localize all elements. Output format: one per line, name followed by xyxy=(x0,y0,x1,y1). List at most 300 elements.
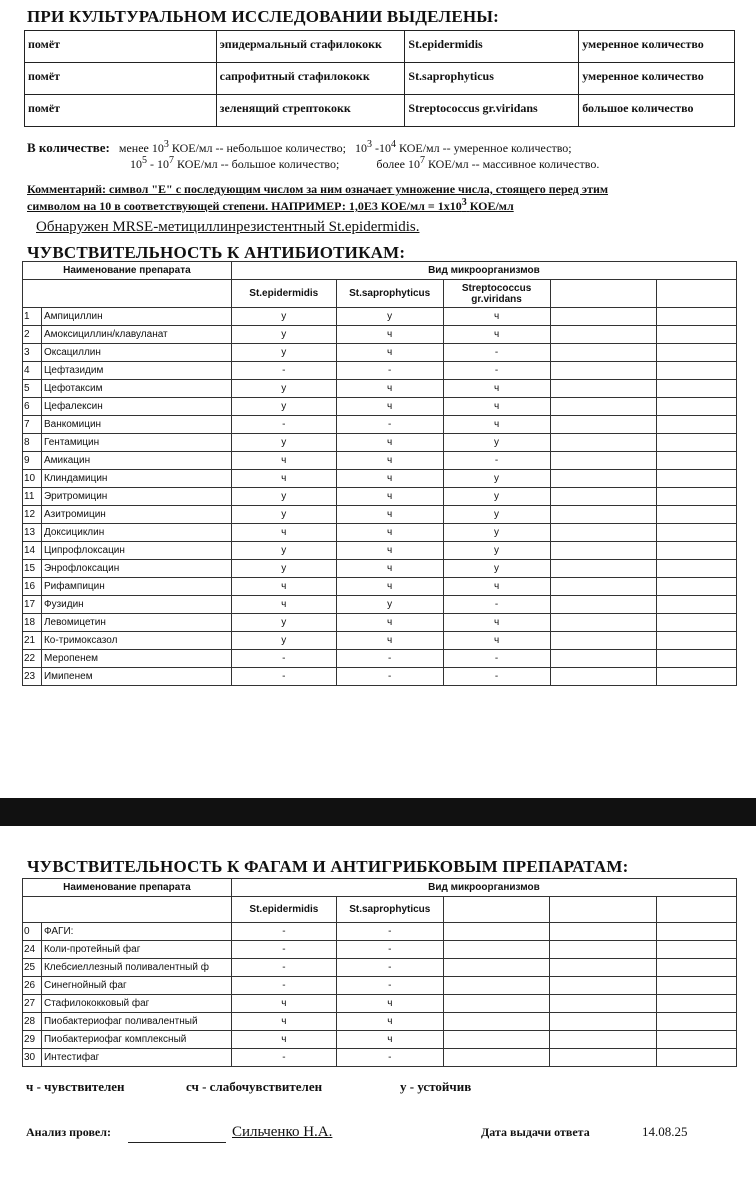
sensitivity-value: ч xyxy=(336,524,443,542)
material-cell: помёт xyxy=(25,31,217,63)
empty-cell xyxy=(550,668,657,686)
empty-cell xyxy=(657,470,737,488)
sensitivity-value: ч xyxy=(336,344,443,362)
row-number: 1 xyxy=(23,308,42,326)
sensitivity-value: ч xyxy=(336,488,443,506)
qty-text: КОЕ/мл -- большое количество; xyxy=(177,157,340,171)
sensitivity-value: ч xyxy=(336,560,443,578)
qty-exp: 4 xyxy=(391,139,396,150)
empty-header-cell xyxy=(550,280,657,308)
empty-cell xyxy=(657,488,737,506)
header-row xyxy=(23,262,737,280)
table-row xyxy=(23,434,737,452)
empty-cell xyxy=(550,308,657,326)
drug-name: Левомицетин xyxy=(41,614,231,632)
culture-title: ПРИ КУЛЬТУРАЛЬНОМ ИССЛЕДОВАНИИ ВЫДЕЛЕНЫ: xyxy=(27,7,500,26)
organism-header: Streptococcus gr.viridans xyxy=(443,280,550,308)
comment-line-2 xyxy=(27,196,749,213)
sensitivity-value: ч xyxy=(336,632,443,650)
table-row xyxy=(23,398,737,416)
sensitivity-value: ч xyxy=(336,1031,443,1049)
sensitivity-value: - xyxy=(336,668,443,686)
qty-text: КОЕ/мл -- умеренное количество; xyxy=(399,141,572,155)
row-number: 6 xyxy=(23,398,42,416)
table-row xyxy=(23,524,737,542)
empty-cell xyxy=(657,977,737,995)
drug-name: Фузидин xyxy=(41,596,231,614)
sensitivity-value: ч xyxy=(336,326,443,344)
empty-cell xyxy=(657,506,737,524)
drug-name: Азитромицин xyxy=(41,506,231,524)
blank-header-cell xyxy=(23,280,232,308)
sensitivity-value: у xyxy=(443,506,550,524)
empty-cell xyxy=(550,1031,657,1049)
table-row xyxy=(23,977,737,995)
row-number: 0 xyxy=(23,923,42,941)
row-number: 9 xyxy=(23,452,42,470)
table-row xyxy=(23,596,737,614)
sensitivity-value: ч xyxy=(336,398,443,416)
culture-row xyxy=(25,95,735,127)
empty-cell xyxy=(657,941,737,959)
row-number: 27 xyxy=(23,995,42,1013)
sensitivity-value: ч xyxy=(336,995,443,1013)
sensitivity-value: - xyxy=(443,668,550,686)
antibiotics-title: ЧУВСТВИТЕЛЬНОСТЬ К АНТИБИОТИКАМ: xyxy=(27,243,406,262)
empty-cell xyxy=(657,434,737,452)
sensitivity-value: ч xyxy=(231,470,336,488)
sensitivity-value: ч xyxy=(336,1013,443,1031)
sensitivity-value: у xyxy=(231,434,336,452)
empty-cell xyxy=(550,923,657,941)
drug-name: Цефотаксим xyxy=(41,380,231,398)
row-number: 5 xyxy=(23,380,42,398)
sensitivity-value: ч xyxy=(443,380,550,398)
organism-header: St.saprophyticus xyxy=(336,897,443,923)
sensitivity-value: - xyxy=(336,362,443,380)
empty-cell xyxy=(550,941,657,959)
empty-cell xyxy=(550,452,657,470)
empty-cell xyxy=(550,416,657,434)
culture-table xyxy=(24,30,735,127)
sensitivity-value: - xyxy=(231,941,336,959)
sensitivity-value: у xyxy=(231,488,336,506)
scan-black-bar xyxy=(0,798,756,826)
comment-text: КОЕ/мл xyxy=(469,199,514,213)
sensitivity-value: у xyxy=(443,488,550,506)
amount-cell: большое количество xyxy=(579,95,735,127)
table-row xyxy=(23,344,737,362)
empty-cell xyxy=(550,506,657,524)
empty-cell xyxy=(550,344,657,362)
drug-name: Ванкомицин xyxy=(41,416,231,434)
row-number: 10 xyxy=(23,470,42,488)
drug-name: Коли-протейный фаг xyxy=(41,941,231,959)
col-drug-name-header: Наименование препарата xyxy=(23,262,232,280)
sensitivity-value: - xyxy=(231,362,336,380)
sensitivity-value: у xyxy=(443,560,550,578)
drug-name: Эритромицин xyxy=(41,488,231,506)
comment-text: символом на 10 в соответствующей степени. НАПРИМЕР: 1,0Е3 КОЕ/мл = 1х10 xyxy=(27,199,462,213)
empty-cell xyxy=(657,614,737,632)
qty-text: более 10 xyxy=(376,157,420,171)
table-row xyxy=(23,578,737,596)
empty-cell xyxy=(443,941,550,959)
sensitivity-value: ч xyxy=(336,470,443,488)
row-number: 4 xyxy=(23,362,42,380)
header-row xyxy=(23,879,737,897)
table-row xyxy=(23,506,737,524)
empty-cell xyxy=(657,416,737,434)
drug-name: Имипенем xyxy=(41,668,231,686)
empty-cell xyxy=(657,995,737,1013)
sensitivity-value: ч xyxy=(443,416,550,434)
empty-header-cell xyxy=(443,897,550,923)
sensitivity-value: у xyxy=(336,596,443,614)
sensitivity-value: у xyxy=(231,506,336,524)
row-number: 13 xyxy=(23,524,42,542)
empty-cell xyxy=(657,308,737,326)
table-row xyxy=(23,1049,737,1067)
drug-name: Цефалексин xyxy=(41,398,231,416)
empty-cell xyxy=(443,1013,550,1031)
empty-cell xyxy=(657,1049,737,1067)
sensitivity-value: ч xyxy=(231,1013,336,1031)
sensitivity-value: ч xyxy=(231,578,336,596)
signature-line xyxy=(128,1142,226,1143)
sensitivity-value: ч xyxy=(443,308,550,326)
sensitivity-value: у xyxy=(231,380,336,398)
empty-cell xyxy=(550,470,657,488)
issue-date: 14.08.25 xyxy=(642,1124,688,1139)
quantity-line-1 xyxy=(27,139,747,156)
drug-name: Синегнойный фаг xyxy=(41,977,231,995)
qty-text: 10 xyxy=(130,157,142,171)
sensitivity-value: - xyxy=(336,416,443,434)
empty-cell xyxy=(550,560,657,578)
sensitivity-value: ч xyxy=(231,1031,336,1049)
drug-name: Ципрофлоксацин xyxy=(41,542,231,560)
empty-cell xyxy=(550,959,657,977)
drug-name: Ампициллин xyxy=(41,308,231,326)
drug-name: ФАГИ: xyxy=(41,923,231,941)
empty-cell xyxy=(657,344,737,362)
sensitivity-value: ч xyxy=(336,452,443,470)
empty-cell xyxy=(550,578,657,596)
row-number: 24 xyxy=(23,941,42,959)
drug-name: Пиобактериофаг поливалентный xyxy=(41,1013,231,1031)
table-row xyxy=(23,542,737,560)
sensitivity-value: - xyxy=(336,977,443,995)
material-cell: помёт xyxy=(25,95,217,127)
qty-exp: 7 xyxy=(169,155,174,166)
sensitivity-value: у xyxy=(443,524,550,542)
table-row xyxy=(23,1031,737,1049)
sensitivity-value: ч xyxy=(336,578,443,596)
empty-cell xyxy=(550,596,657,614)
sensitivity-value: ч xyxy=(443,398,550,416)
performed-label: Анализ провел: xyxy=(26,1125,111,1139)
row-number: 17 xyxy=(23,596,42,614)
table-row xyxy=(23,416,737,434)
empty-cell xyxy=(657,596,737,614)
table-row xyxy=(23,488,737,506)
table-row xyxy=(23,995,737,1013)
empty-cell xyxy=(550,614,657,632)
qty-exp: 7 xyxy=(419,155,425,166)
table-row xyxy=(23,650,737,668)
sensitivity-value: ч xyxy=(443,614,550,632)
empty-cell xyxy=(550,1013,657,1031)
drug-name: Доксициклин xyxy=(41,524,231,542)
qty-exp: 3 xyxy=(367,139,372,150)
sensitivity-value: у xyxy=(231,632,336,650)
performer-name: Сильченко Н.А. xyxy=(232,1124,333,1140)
empty-cell xyxy=(657,1013,737,1031)
drug-name: Меропенем xyxy=(41,650,231,668)
sensitivity-value: у xyxy=(231,344,336,362)
row-number: 28 xyxy=(23,1013,42,1031)
quantity-line-2 xyxy=(130,155,750,172)
empty-cell xyxy=(657,650,737,668)
organism-ru-cell: зеленящий стрептококк xyxy=(216,95,405,127)
legend-weakly-sensitive: сч - слабочувствителен xyxy=(186,1079,323,1094)
sensitivity-value: ч xyxy=(443,578,550,596)
sensitivity-value: - xyxy=(443,344,550,362)
sensitivity-value: ч xyxy=(443,632,550,650)
row-number: 15 xyxy=(23,560,42,578)
sensitivity-value: ч xyxy=(231,995,336,1013)
empty-cell xyxy=(657,578,737,596)
empty-cell xyxy=(550,524,657,542)
sensitivity-value: у xyxy=(231,614,336,632)
sensitivity-value: ч xyxy=(231,524,336,542)
sensitivity-value: ч xyxy=(336,506,443,524)
empty-cell xyxy=(657,923,737,941)
row-number: 12 xyxy=(23,506,42,524)
table-row xyxy=(23,470,737,488)
empty-cell xyxy=(443,923,550,941)
empty-cell xyxy=(550,650,657,668)
drug-name: Гентамицин xyxy=(41,434,231,452)
drug-name: Рифампицин xyxy=(41,578,231,596)
row-number: 21 xyxy=(23,632,42,650)
qty-text: - 10 xyxy=(150,157,169,171)
empty-cell xyxy=(657,362,737,380)
sensitivity-value: - xyxy=(336,1049,443,1067)
table-row xyxy=(23,614,737,632)
drug-name: Клиндамицин xyxy=(41,470,231,488)
row-number: 14 xyxy=(23,542,42,560)
row-number: 18 xyxy=(23,614,42,632)
qty-text: менее 10 xyxy=(118,141,164,155)
sensitivity-value: - xyxy=(443,452,550,470)
sensitivity-value: - xyxy=(336,923,443,941)
row-number: 3 xyxy=(23,344,42,362)
drug-name: Ко-тримоксазол xyxy=(41,632,231,650)
row-number: 25 xyxy=(23,959,42,977)
empty-cell xyxy=(443,995,550,1013)
empty-cell xyxy=(657,542,737,560)
col-organisms-header: Вид микроорганизмов xyxy=(231,879,736,897)
sensitivity-value: у xyxy=(231,308,336,326)
comment-exp: 3 xyxy=(461,197,467,208)
sensitivity-value: - xyxy=(336,650,443,668)
material-cell: помёт xyxy=(25,63,217,95)
sensitivity-value: ч xyxy=(231,596,336,614)
empty-cell xyxy=(550,995,657,1013)
qty-exp: 5 xyxy=(142,155,147,166)
qty-text: КОЕ/мл -- небольшое количество; xyxy=(171,141,346,155)
amount-cell: умеренное количество xyxy=(579,31,735,63)
row-number: 29 xyxy=(23,1031,42,1049)
drug-name: Цефтазидим xyxy=(41,362,231,380)
empty-cell xyxy=(443,1049,550,1067)
sensitivity-value: - xyxy=(231,650,336,668)
table-row xyxy=(23,452,737,470)
empty-cell xyxy=(550,1049,657,1067)
qty-exp: 3 xyxy=(163,139,169,150)
drug-name: Амикацин xyxy=(41,452,231,470)
empty-cell xyxy=(443,977,550,995)
legend-sensitive: ч - чувствителен xyxy=(26,1079,125,1094)
row-number: 2 xyxy=(23,326,42,344)
sensitivity-value: у xyxy=(443,542,550,560)
sensitivity-value: - xyxy=(231,977,336,995)
qty-text: -10 xyxy=(375,141,391,155)
empty-cell xyxy=(657,524,737,542)
empty-cell xyxy=(443,1031,550,1049)
empty-header-cell xyxy=(657,280,737,308)
empty-cell xyxy=(657,326,737,344)
culture-row xyxy=(25,63,735,95)
mrse-finding: Обнаружен MRSE-метициллинрезистентный St.epidermidis. xyxy=(36,219,420,235)
organism-header-row xyxy=(23,897,737,923)
comment-line-1: Комментарий: символ "Е" с последующим числом за ним означает умножение числа, стоящего перед этим xyxy=(27,182,609,196)
empty-cell xyxy=(657,668,737,686)
empty-cell xyxy=(657,1031,737,1049)
sensitivity-value: - xyxy=(336,959,443,977)
empty-cell xyxy=(657,452,737,470)
quantity-label: В количестве: xyxy=(27,140,110,155)
empty-cell xyxy=(443,959,550,977)
empty-cell xyxy=(550,326,657,344)
sensitivity-value: - xyxy=(231,416,336,434)
organism-ru-cell: эпидермальный стафилококк xyxy=(216,31,405,63)
empty-header-cell xyxy=(657,897,737,923)
organism-ru-cell: сапрофитный стафилококк xyxy=(216,63,405,95)
culture-row xyxy=(25,31,735,63)
sensitivity-value: - xyxy=(443,362,550,380)
empty-cell xyxy=(550,362,657,380)
empty-header-cell xyxy=(550,897,657,923)
drug-name: Оксациллин xyxy=(41,344,231,362)
empty-cell xyxy=(657,380,737,398)
empty-cell xyxy=(657,560,737,578)
drug-name: Энрофлоксацин xyxy=(41,560,231,578)
amount-cell: умеренное количество xyxy=(579,63,735,95)
empty-cell xyxy=(550,542,657,560)
row-number: 7 xyxy=(23,416,42,434)
drug-name: Интестифаг xyxy=(41,1049,231,1067)
phage-sensitivity-table xyxy=(22,878,737,1067)
organism-lat-cell: St.epidermidis xyxy=(405,31,579,63)
organism-lat-cell: Streptococcus gr.viridans xyxy=(405,95,579,127)
sensitivity-value: - xyxy=(231,923,336,941)
sensitivity-value: у xyxy=(336,308,443,326)
empty-cell xyxy=(657,959,737,977)
sensitivity-value: ч xyxy=(336,614,443,632)
sensitivity-value: - xyxy=(231,668,336,686)
table-row xyxy=(23,632,737,650)
empty-cell xyxy=(657,398,737,416)
qty-text: КОЕ/мл -- массивное количество. xyxy=(427,157,600,171)
empty-cell xyxy=(550,398,657,416)
row-number: 22 xyxy=(23,650,42,668)
empty-cell xyxy=(550,380,657,398)
row-number: 26 xyxy=(23,977,42,995)
table-row xyxy=(23,308,737,326)
drug-name: Пиобактериофаг комплексный xyxy=(41,1031,231,1049)
antibiotic-sensitivity-table xyxy=(22,261,737,686)
organism-header: St.epidermidis xyxy=(231,897,336,923)
organism-lat-cell: St.saprophyticus xyxy=(405,63,579,95)
col-organisms-header: Вид микроорганизмов xyxy=(231,262,736,280)
sensitivity-value: у xyxy=(231,560,336,578)
table-row xyxy=(23,941,737,959)
sensitivity-value: у xyxy=(231,326,336,344)
blank-header-cell xyxy=(23,897,232,923)
empty-cell xyxy=(550,488,657,506)
sensitivity-value: - xyxy=(231,1049,336,1067)
drug-name: Стафилококковый фаг xyxy=(41,995,231,1013)
sensitivity-value: ч xyxy=(443,326,550,344)
sensitivity-value: ч xyxy=(336,380,443,398)
table-row xyxy=(23,668,737,686)
table-row xyxy=(23,380,737,398)
sensitivity-value: ч xyxy=(336,434,443,452)
sensitivity-value: - xyxy=(336,941,443,959)
col-drug-name-header: Наименование препарата xyxy=(23,879,232,897)
row-number: 16 xyxy=(23,578,42,596)
comment xyxy=(27,182,749,213)
table-row xyxy=(23,959,737,977)
phages-title: ЧУВСТВИТЕЛЬНОСТЬ К ФАГАМ И АНТИГРИБКОВЫМ ПРЕПАРАТАМ: xyxy=(27,857,629,876)
date-label: Дата выдачи ответа xyxy=(481,1125,590,1139)
row-number: 8 xyxy=(23,434,42,452)
drug-name: Амоксициллин/клавуланат xyxy=(41,326,231,344)
organism-header-row xyxy=(23,280,737,308)
legend-resistant: у - устойчив xyxy=(400,1079,472,1094)
sensitivity-value: ч xyxy=(336,542,443,560)
empty-cell xyxy=(657,632,737,650)
sensitivity-value: - xyxy=(443,596,550,614)
drug-name: Клебсиеллезный поливалентный ф xyxy=(41,959,231,977)
sensitivity-value: - xyxy=(231,959,336,977)
sensitivity-value: ч xyxy=(231,452,336,470)
qty-text: 10 xyxy=(355,141,367,155)
organism-header: St.epidermidis xyxy=(231,280,336,308)
empty-cell xyxy=(550,977,657,995)
table-row xyxy=(23,1013,737,1031)
empty-cell xyxy=(550,632,657,650)
table-row xyxy=(23,560,737,578)
table-row xyxy=(23,923,737,941)
empty-cell xyxy=(550,434,657,452)
row-number: 30 xyxy=(23,1049,42,1067)
sensitivity-value: - xyxy=(443,650,550,668)
row-number: 11 xyxy=(23,488,42,506)
